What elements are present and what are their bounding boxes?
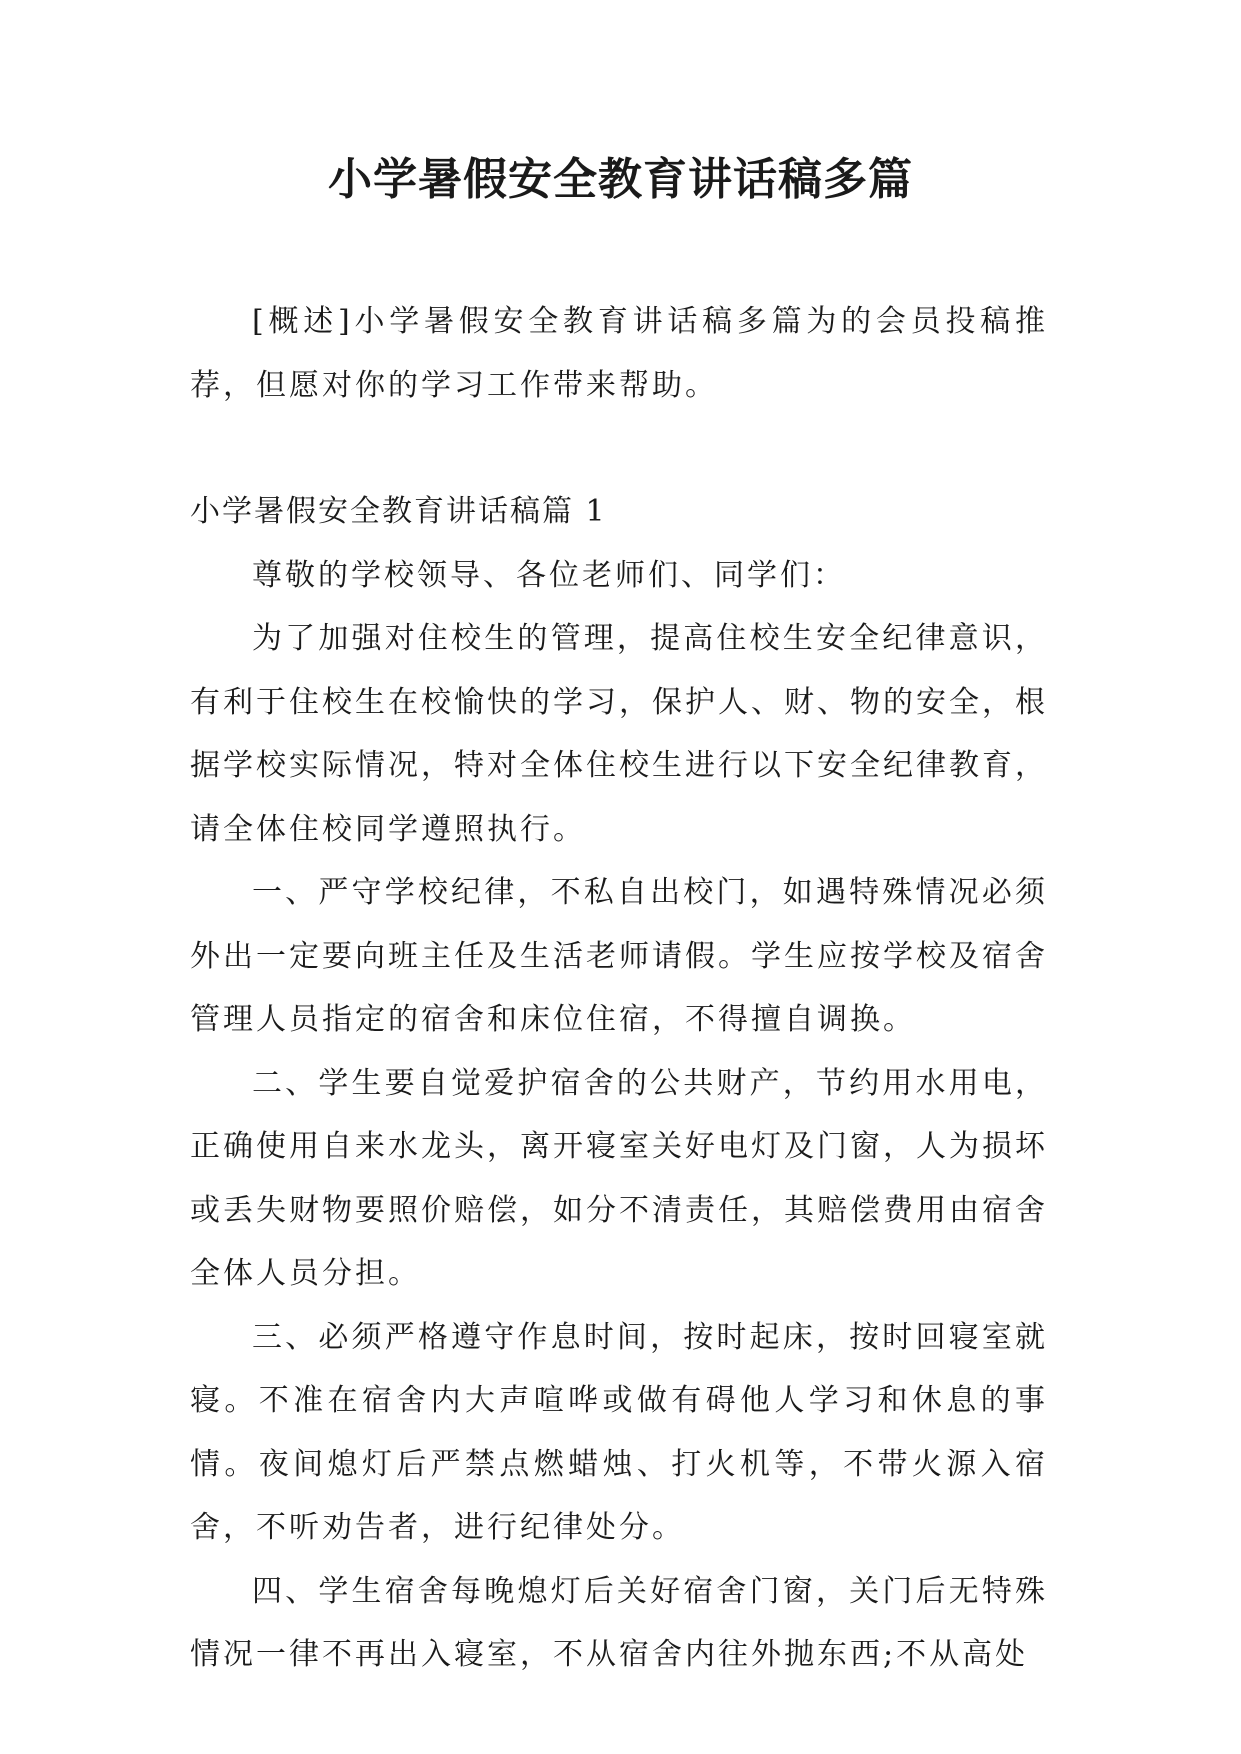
section-heading: 小学暑假安全教育讲话稿篇 1 (190, 494, 607, 529)
document-body (190, 290, 1048, 1687)
rule-paragraph-4: 四、学生宿舍每晚熄灯后关好宿舍门窗，关门后无特殊情况一律不再出入寝室，不从宿舍内往外抛东西;不从高处 (190, 1573, 1048, 1672)
rule-paragraph-3: 三、必须严格遵守作息时间，按时起床，按时回寝室就寝。不准在宿舍内大声喧哗或做有碍他人学习和休息的事情。夜间熄灯后严禁点燃蜡烛、打火机等，不带火源入宿舍，不听劝告者，进行纪律处分。 (190, 1319, 1048, 1545)
document-title: 小学暑假安全教育讲话稿多篇 (328, 154, 913, 205)
rule-paragraph-2: 二、学生要自觉爱护宿舍的公共财产，节约用水用电，正确使用自来水龙头，离开寝室关好电灯及门窗，人为损坏或丢失财物要照价赔偿，如分不清责任，其赔偿费用由宿舍全体人员分担。 (190, 1065, 1048, 1291)
salutation-paragraph: 尊敬的学校领导、各位老师们、同学们： (252, 557, 846, 593)
rule-paragraph-1: 一、严守学校纪律，不私自出校门，如遇特殊情况必须外出一定要向班主任及生活老师请假。学生应按学校及宿舍管理人员指定的宿舍和床位住宿，不得擅自调换。 (190, 875, 1048, 1037)
summary-paragraph: [概述]小学暑假安全教育讲话稿多篇为的会员投稿推荐，但愿对你的学习工作带来帮助。 (190, 304, 1048, 403)
intro-paragraph: 为了加强对住校生的管理，提高住校生安全纪律意识，有利于住校生在校愉快的学习，保护人、财、物的安全，根据学校实际情况，特对全体住校生进行以下安全纪律教育，请全体住校同学遵照执行。 (190, 621, 1048, 847)
